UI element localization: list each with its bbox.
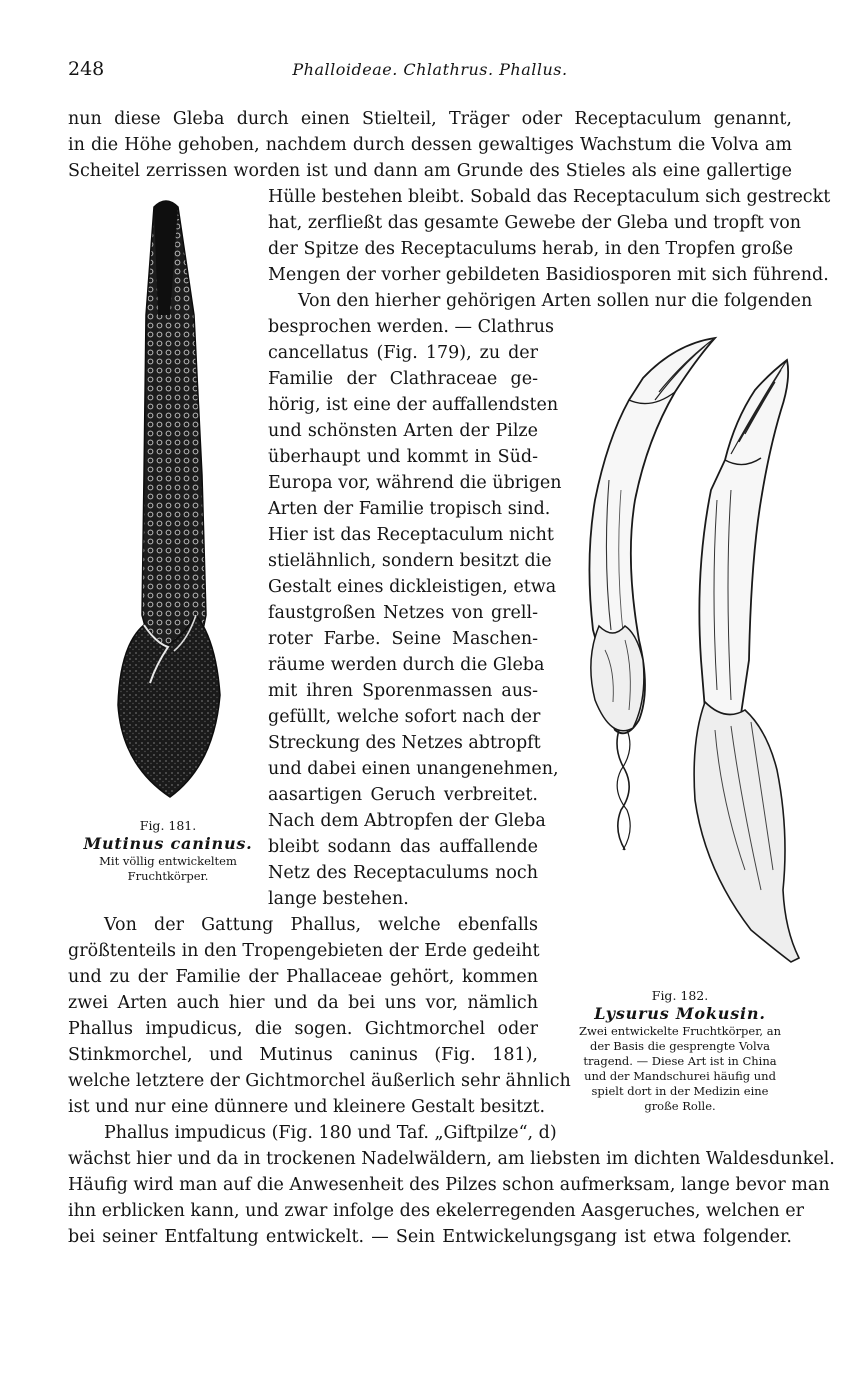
text-line: überhaupt und kommt in Süd- [268,447,538,467]
text-line: Arten der Familie tropisch sind. [268,499,551,519]
page-header [68,58,792,84]
text-line: roter Farbe. Seine Maschen- [268,629,538,649]
text-line: wächst hier und da in trockenen Nadelwäldern, am liebsten im dichten Waldesdunkel. [68,1149,835,1169]
text-line: ist und nur eine dünnere und kleinere Gestalt besitzt. [68,1097,546,1117]
text-line: faustgroßen Netzes von grell- [268,603,538,623]
figure-181-caption [68,818,268,884]
text-line: gefüllt, welche sofort nach der [268,707,541,727]
text-line: ihn erblicken kann, und zwar infolge des ekelerregenden Aasgeruches, welchen er [68,1201,804,1221]
text-line: bleibt sodann das auffallende [268,837,538,857]
text-line: Häufig wird man auf die Anwesenheit des Pilzes schon aufmerksam, lange bevor man [68,1175,830,1195]
figure-label: Fig. 181. [139,818,197,833]
figure-title: Mutinus caninus. [83,834,253,853]
text-line: und dabei einen unangenehmen, [268,759,559,779]
text-line: zwei Arten auch hier und da bei uns vor, nämlich [68,993,538,1013]
text-line: in die Höhe gehoben, nachdem durch dessen gewaltiges Wachstum die Volva am [68,135,792,155]
text-line: und schönsten Arten der Pilze [268,421,538,441]
figure-description-line: große Rolle. [644,1099,716,1113]
running-title: Phalloideae. Chlathrus. Phallus. [292,60,568,79]
text-line: cancellatus (Fig. 179), zu der [268,343,538,363]
figure-label: Fig. 182. [651,988,709,1003]
text-line: hat, zerfließt das gesamte Gewebe der Gleba und tropft von [268,213,802,233]
page-number: 248 [68,58,105,80]
text-line: größtenteils in den Tropengebieten der Erde gedeiht [68,941,540,961]
text-line: stielähnlich, sondern besitzt die [268,551,552,571]
text-line: Gestalt eines dickleistigen, etwa [268,577,557,597]
text-line: Von den hierher gehörigen Arten sollen nur die folgenden [298,291,813,311]
text-line: Nach dem Abtropfen der Gleba [268,811,546,831]
figure-description-line: der Basis die gesprengte Volva [589,1039,771,1053]
text-line: Phallus impudicus (Fig. 180 und Taf. „Giftpilze“, d) [104,1123,557,1143]
figure-182-caption [560,988,800,1114]
text-line: Familie der Clathraceae ge- [268,369,538,389]
text-line: hörig, ist eine der auffallendsten [268,395,559,415]
figure-description-line: Zwei entwickelte Fruchtkörper, an [578,1024,782,1038]
text-line: welche letztere der Gichtmorchel äußerlich sehr ähnlich [68,1071,571,1091]
text-line: Von der Gattung Phallus, welche ebenfalls [104,915,538,935]
text-line: besprochen werden. — Clathrus [268,317,554,337]
text-line: Netz des Receptaculums noch [268,863,538,883]
lysurus-mokusin-illustration [555,330,805,970]
figure-title: Lysurus Mokusin. [594,1004,766,1023]
text-line: lange bestehen. [268,889,409,909]
text-line: Hülle bestehen bleibt. Sobald das Receptaculum sich gestreckt [268,187,831,207]
text-line: nun diese Gleba durch einen Stielteil, Träger oder Receptaculum genannt, [68,109,792,129]
text-line: aasartigen Geruch verbreitet. [268,785,538,805]
text-line: Scheitel zerrissen worden ist und dann am Grunde des Stieles als eine gallertige [68,161,792,181]
figure-description-line: spielt dort in der Medizin eine [591,1084,769,1098]
figure-description-line: und der Mandschurei häufig und [584,1069,776,1083]
text-line: Streckung des Netzes abtropft [268,733,541,753]
text-line: Stinkmorchel, und Mutinus caninus (Fig. 181), [68,1045,538,1065]
text-line: räume werden durch die Gleba [268,655,545,675]
text-line: Europa vor, während die übrigen [268,473,562,493]
text-line: mit ihren Sporenmassen aus- [268,681,538,701]
text-line: Phallus impudicus, die sogen. Gichtmorchel oder [68,1019,538,1039]
text-line: und zu der Familie der Phallaceae gehört, kommen [68,967,538,987]
figure-description-line: Mit völlig entwickeltem [99,854,237,868]
text-line: der Spitze des Receptaculums herab, in den Tropfen große [268,239,794,259]
figure-description-line: tragend. — Diese Art ist in China [583,1054,777,1068]
mutinus-caninus-illustration [110,195,230,800]
text-line: Hier ist das Receptaculum nicht [268,525,554,545]
text-line: Mengen der vorher gebildeten Basidiosporen mit sich führend. [268,265,829,285]
text-line: bei seiner Entfaltung entwickelt. — Sein Entwickelungsgang ist etwa folgender. [68,1227,792,1247]
figure-description-line: Fruchtkörper. [127,869,209,883]
